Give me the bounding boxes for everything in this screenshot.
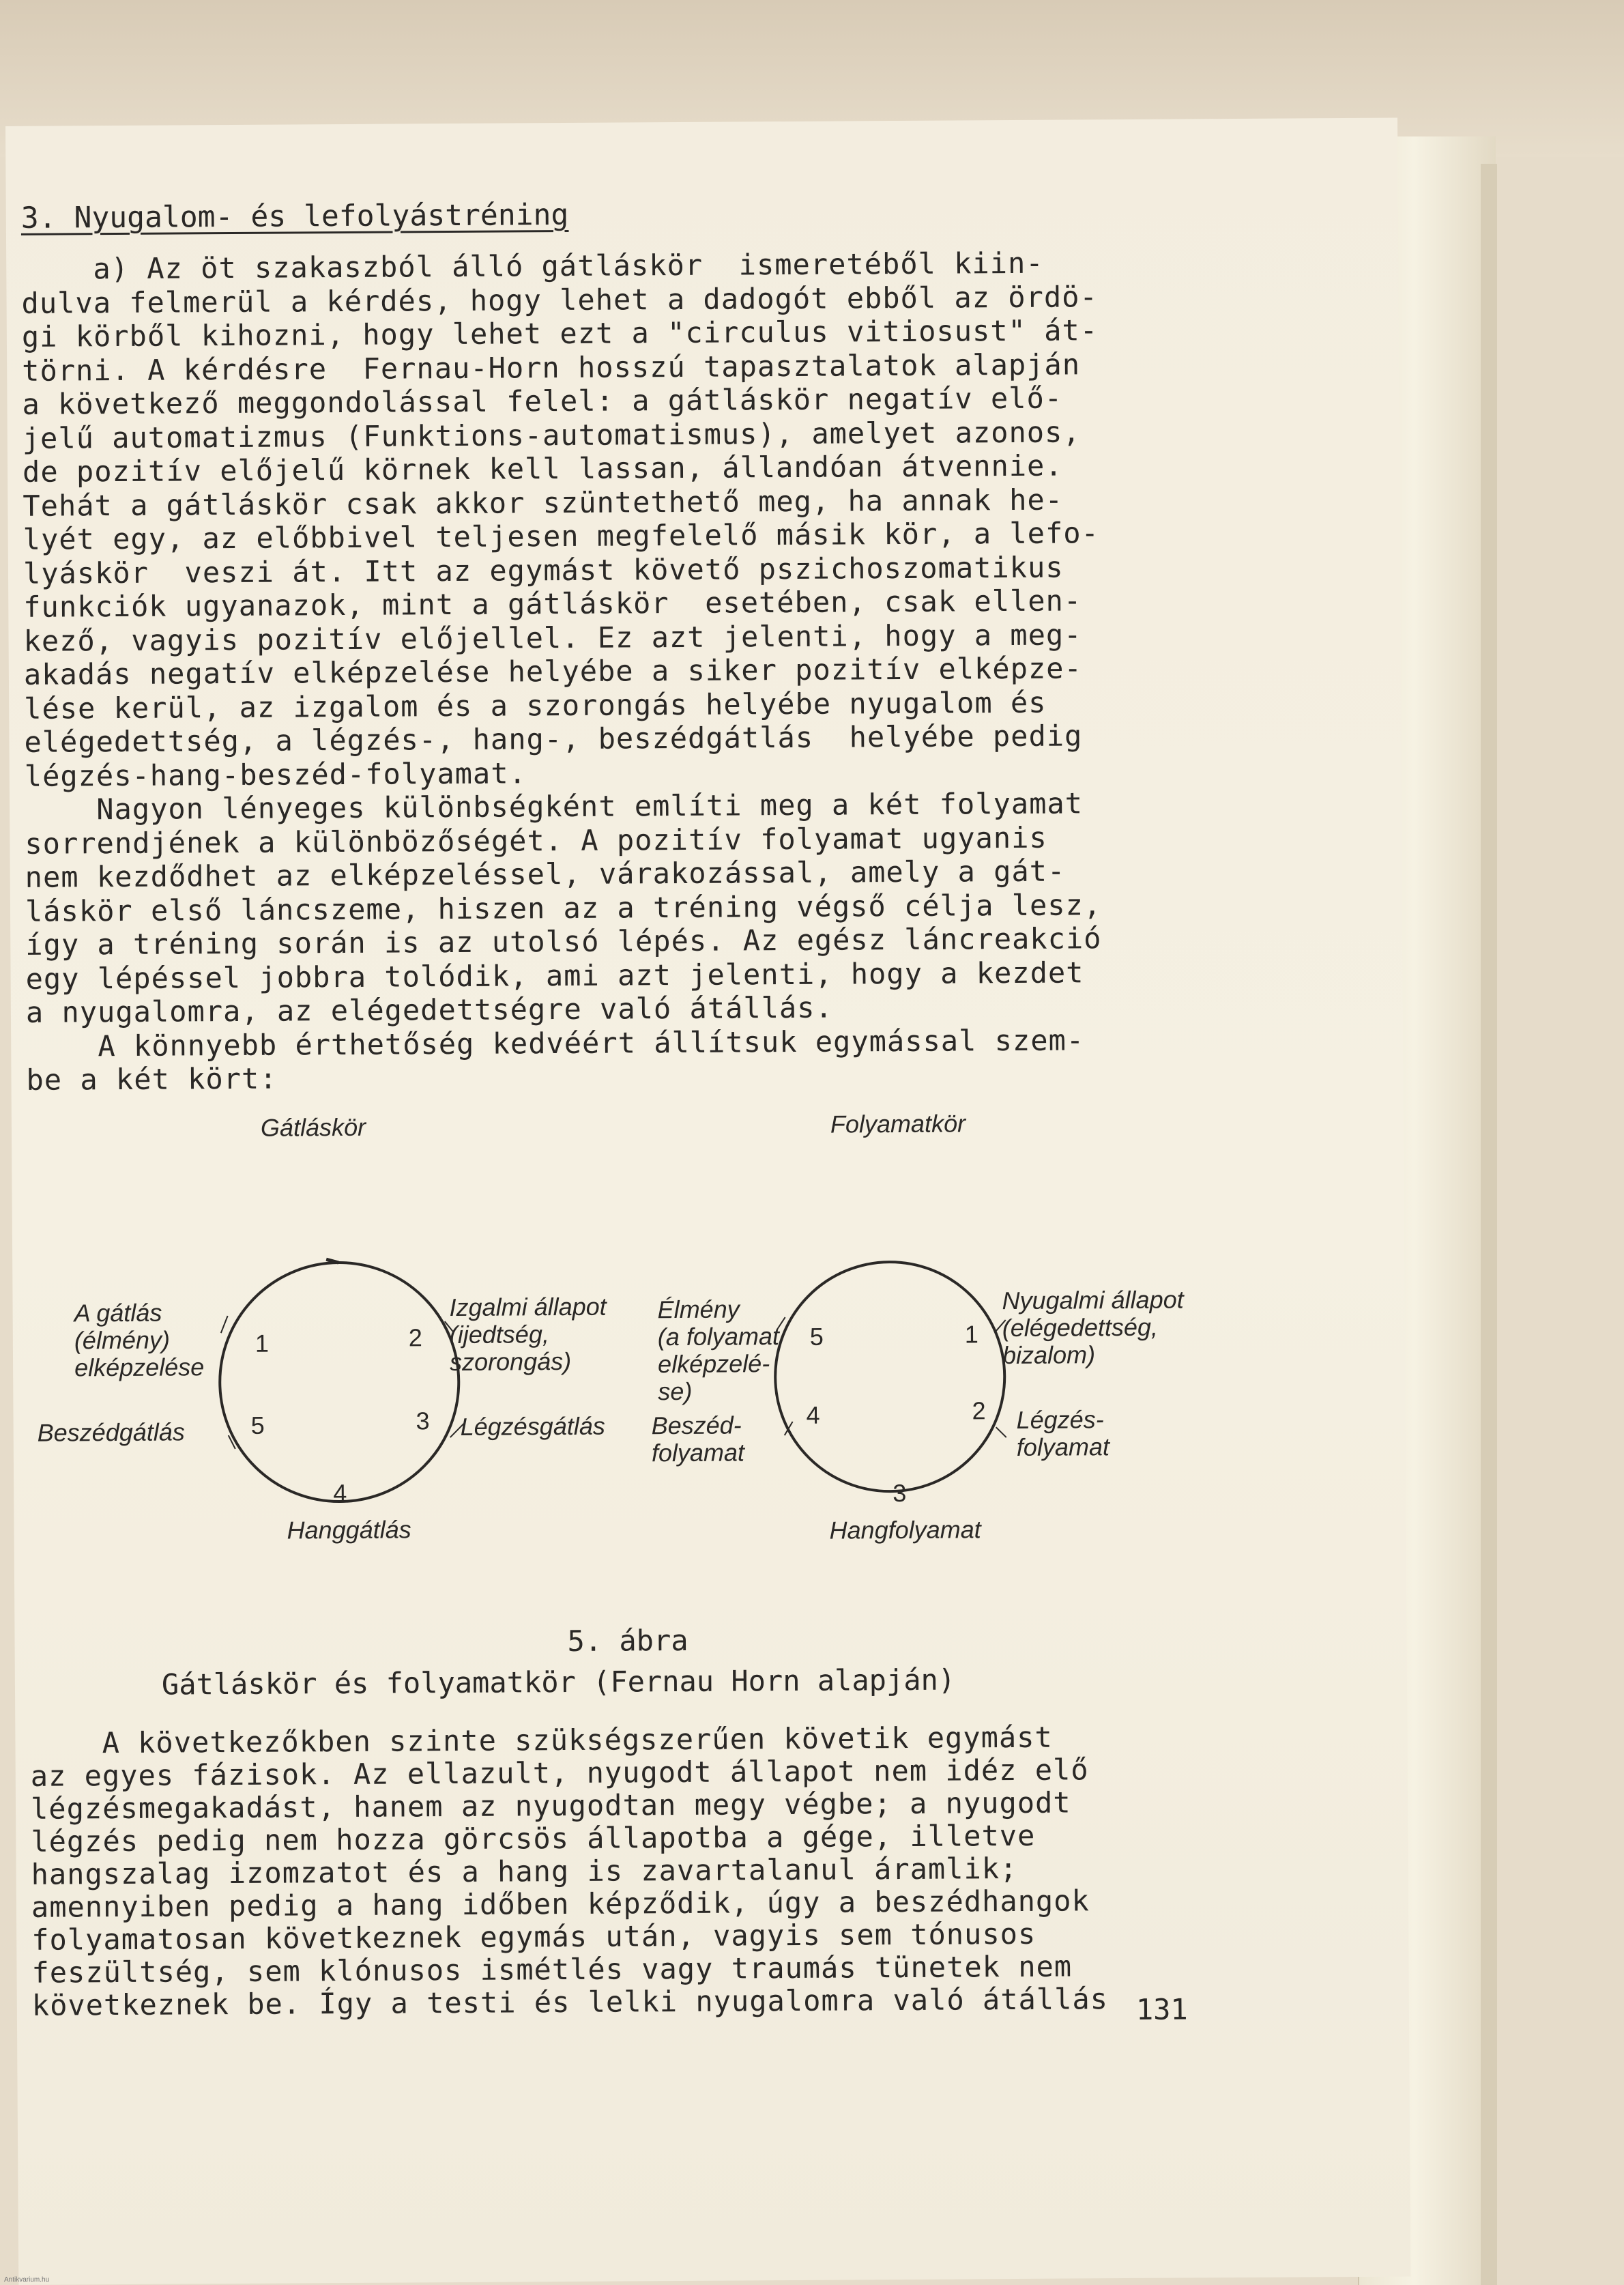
figure-caption: Gátláskör és folyamatkör (Fernau Horn alapján) <box>161 1663 956 1701</box>
text-line: a következő meggondolással felel: a gátláskör negatív elő- <box>22 381 1063 421</box>
text-line: be a két kört: <box>26 1061 278 1097</box>
text-line: Tehát a gátláskör csak akkor szüntethető meg, ha annak he- <box>23 483 1064 523</box>
figure-number: 5. ábra <box>567 1623 688 1658</box>
diagram-svg <box>5 118 1408 1901</box>
text-line: légzés-hang-beszéd-folyamat. <box>24 756 527 793</box>
page-edge-stack-shadow <box>1481 164 1497 2285</box>
left-num-3: 3 <box>416 1407 430 1435</box>
left-node-tick-1 <box>221 1316 228 1333</box>
right-num-1: 1 <box>964 1320 978 1349</box>
text-line: funkciók ugyanazok, mint a gátláskör esetében, csak ellen- <box>23 584 1082 624</box>
text-line: folyamatosan következnek egymás után, vagyis sem tónusos <box>31 1916 1036 1957</box>
book-page <box>5 118 1410 2285</box>
left-num-4: 4 <box>333 1478 347 1508</box>
section-title: 3. Nyugalom- és lefolyástréning <box>20 197 569 235</box>
text-line: sorrendjének a különbözőségét. A pozitív folyamat ugyanis <box>25 820 1047 861</box>
left-node-3-label: Légzésgátlás <box>460 1411 605 1441</box>
text-line: Nagyon lényeges különbségként említi meg a két folyamat <box>24 786 1084 827</box>
text-line: amennyiben pedig a hang időben képződik, úgy a beszédhangok <box>31 1884 1090 1924</box>
right-circle <box>774 1261 1005 1492</box>
text-line: elégedettség, a légzés-, hang-, beszédgátlás helyébe pedig <box>24 719 1083 759</box>
text-line: kező, vagyis pozitív előjellel. Ez azt jelenti, hogy a meg- <box>23 617 1082 658</box>
right-num-4: 4 <box>806 1400 820 1429</box>
text-line: légzésmegakadást, hanem az nyugodtan megy végbe; a nyugodt <box>30 1785 1071 1826</box>
watermark-credit: Antikvarium.hu <box>4 2276 50 2284</box>
text-line: egy lépéssel jobbra tolódik, ami azt jelenti, hogy a kezdet <box>25 955 1084 996</box>
text-line: lése kerül, az izgalom és a szorongás helyébe nyugalom és <box>24 685 1047 725</box>
text-line: a nyugalomra, az elégedettségre való átállás. <box>25 990 833 1029</box>
text-line: törni. A kérdésre Fernau-Horn hosszú tapasztalatok alapján <box>22 347 1081 388</box>
text-line: következnek be. Így a testi és lelki nyugalomra való átállás <box>31 1982 1109 2022</box>
right-num-3: 3 <box>893 1478 907 1508</box>
left-num-1: 1 <box>255 1329 270 1357</box>
right-node-3-label: Hangfolyamat <box>829 1515 981 1544</box>
left-node-4-label: Hanggátlás <box>287 1515 411 1544</box>
right-node-2-label: Légzés- folyamat <box>1016 1405 1110 1461</box>
left-num-2: 2 <box>408 1323 423 1352</box>
left-num-5: 5 <box>250 1411 265 1439</box>
text-line: így a tréning során is az utolsó lépés. Az egész láncreakció <box>25 921 1102 962</box>
text-line: nem kezdődhet az elképzeléssel, várakozással, amely a gát- <box>25 854 1066 894</box>
text-line: akadás negatív elképzelése helyébe a siker pozitív elképze- <box>23 651 1082 691</box>
text-line: feszültség, sem klónusos ismétlés vagy traumás tünetek nem <box>31 1949 1073 1989</box>
text-line: A könnyebb érthetőség kedvéért állítsuk egymással szem- <box>26 1022 1085 1063</box>
text-line: a) Az öt szakaszból álló gátláskör ismeretéből kiin- <box>21 246 1044 286</box>
text-line: dulva felmerül a kérdés, hogy lehet a dadogót ebből az ördö- <box>21 279 1098 320</box>
text-line: A következőkben szinte szükségszerűen követik egymást <box>30 1720 1053 1760</box>
right-num-2: 2 <box>972 1396 986 1425</box>
left-circle <box>219 1262 459 1502</box>
text-line: légzés pedig nem hozza görcsös állapotba a gége, illetve <box>31 1818 1036 1858</box>
text-line: hangszalag izomzatot és a hang is zavartalanul áramlik; <box>31 1851 1018 1891</box>
right-node-1-label: Nyugalmi állapot (elégedettség, bizalom) <box>1002 1285 1184 1370</box>
text-line: de pozitív előjelű körnek kell lassan, állandóan átvennie. <box>22 448 1063 489</box>
left-node-2-label: Izgalmi állapot (ijedtség, szorongás) <box>449 1292 607 1377</box>
text-line: lyét egy, az előbbivel teljesen megfelelő másik kör, a lefo- <box>23 516 1099 556</box>
right-node-5-label: Élmény (a folyamat elképzelé- se) <box>657 1295 780 1406</box>
left-diagram-title: Gátláskör <box>260 1112 366 1142</box>
text-line: jelű automatizmus (Funktions-automatismus), amelyet azonos, <box>22 414 1081 455</box>
page-number: 131 <box>1135 1992 1188 2026</box>
right-node-tick-2 <box>996 1427 1006 1437</box>
text-line: az egyes fázisok. Az ellazult, nyugodt állapot nem idéz elő <box>30 1753 1089 1793</box>
left-node-1-label: A gátlás (élmény) elképzelése <box>74 1298 205 1382</box>
text-line: gi körből kihozni, hogy lehet ezt a "circulus vitiosust" át- <box>21 313 1099 354</box>
left-node-5-label: Beszédgátlás <box>37 1418 185 1447</box>
right-node-4-label: Beszéd- folyamat <box>651 1411 745 1467</box>
text-line: láskör első láncszeme, hiszen az a tréning végső célja lesz, <box>25 887 1102 928</box>
right-num-5: 5 <box>809 1322 824 1351</box>
right-diagram-title: Folyamatkör <box>830 1109 966 1138</box>
text-line: lyáskör veszi át. Itt az egymást követő pszichoszomatikus <box>23 550 1064 590</box>
